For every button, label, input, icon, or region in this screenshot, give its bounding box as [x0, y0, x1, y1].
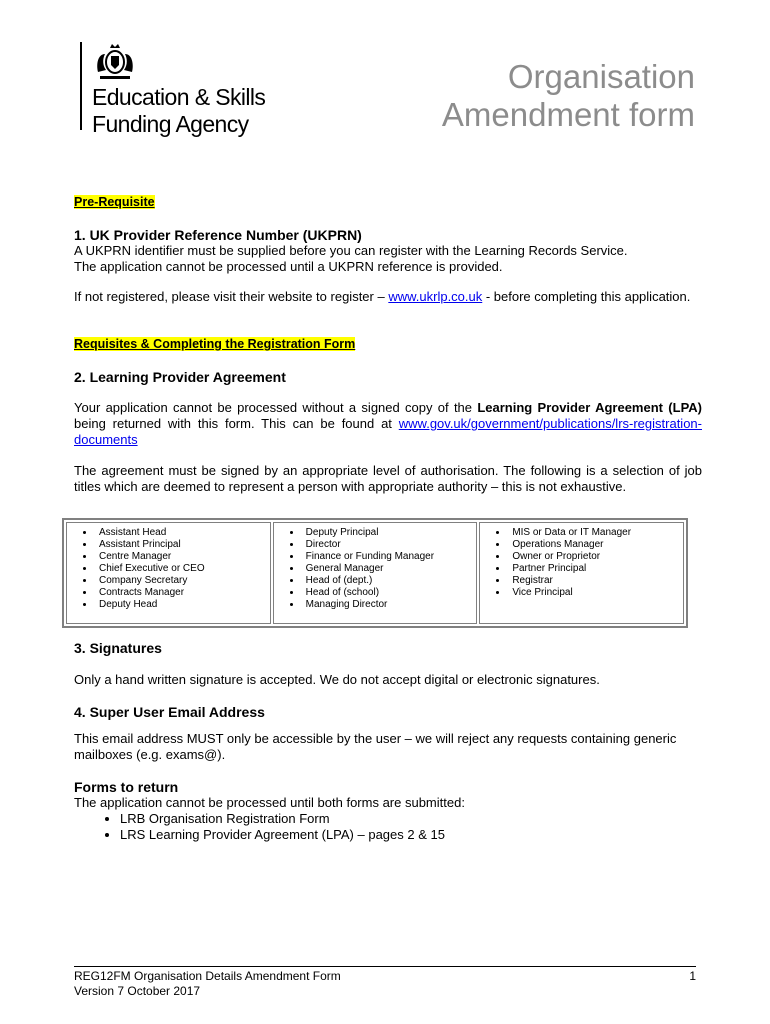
ukprn-register-before: If not registered, please visit their website to register –: [74, 289, 389, 304]
lpa-text-middle: being returned with this form. This can be found at: [74, 416, 399, 431]
list-item: • General Manager: [302, 563, 471, 575]
list-item: • Deputy Principal: [302, 527, 471, 539]
list-item: • Partner Principal: [508, 563, 677, 575]
prereq-label-row: [74, 194, 702, 210]
lpa-text-before: Your application cannot be processed without a signed copy of the: [74, 400, 478, 415]
ukrlp-link[interactable]: www.ukrlp.co.uk: [388, 289, 483, 304]
list-item: • MIS or Data or IT Manager: [508, 527, 677, 539]
email-heading: 4. Super User Email Address: [74, 704, 265, 720]
footer-version: Version 7 October 2017: [74, 984, 201, 998]
job-titles-list1: [73, 527, 264, 611]
list-item: • Vice Principal: [508, 587, 677, 599]
royal-coat-of-arms-icon: [92, 42, 138, 82]
agency-name-line1: Education & Skills: [92, 84, 266, 110]
email-text: This email address MUST only be accessible by the user – we will reject any requests containing generic mailboxes (e.g. exams@).: [74, 731, 677, 762]
logo-divider: [80, 42, 82, 130]
footer-form-ref: REG12FM Organisation Details Amendment Form: [74, 969, 341, 983]
list-item: • Director: [302, 539, 471, 551]
list-item: • Deputy Head: [95, 599, 264, 611]
forms-heading: Forms to return: [74, 779, 179, 795]
job-titles-col3: [479, 522, 684, 624]
list-item: • Assistant Principal: [95, 539, 264, 551]
requisites-label: Requisites & Completing the Registration Form: [74, 337, 356, 351]
ukprn-heading: 1. UK Provider Reference Number (UKPRN): [74, 227, 362, 243]
page-title-line2: Amendment form: [441, 96, 695, 133]
list-item: • Assistant Head: [95, 527, 264, 539]
ukprn-register-text: [74, 289, 702, 305]
ukprn-register-after: - before completing this application.: [482, 289, 691, 304]
job-titles-list2: [280, 527, 471, 611]
requisites-label-row: [74, 336, 702, 352]
job-titles-list3: [486, 527, 677, 599]
agency-logo: [80, 42, 310, 137]
list-item: • Managing Director: [302, 599, 471, 611]
forms-intro: The application cannot be processed until both forms are submitted:: [74, 795, 465, 810]
lpa-text-bold: Learning Provider Agreement (LPA): [477, 400, 702, 415]
signatures-heading: 3. Signatures: [74, 640, 162, 656]
lpa-text: [74, 400, 702, 448]
list-item: • LRB Organisation Registration Form: [120, 811, 702, 827]
list-item: • LRS Learning Provider Agreement (LPA) – pages 2 & 15: [120, 827, 702, 843]
list-item: • Registrar: [508, 575, 677, 587]
prereq-label: Pre-Requisite: [74, 195, 155, 209]
list-item: • Head of (dept.): [302, 575, 471, 587]
ukprn-text-line1: A UKPRN identifier must be supplied before you can register with the Learning Records Service.: [74, 243, 628, 258]
list-item: • Finance or Funding Manager: [302, 551, 471, 563]
job-titles-col1: [66, 522, 271, 624]
list-item: • Company Secretary: [95, 575, 264, 587]
list-item: • Centre Manager: [95, 551, 264, 563]
list-item: • Chief Executive or CEO: [95, 563, 264, 575]
list-item: • Head of (school): [302, 587, 471, 599]
lpa-heading: 2. Learning Provider Agreement: [74, 369, 286, 385]
agency-name-line2: Funding Agency: [92, 111, 249, 137]
authority-text: The agreement must be signed by an appropriate level of authorisation. The following is a selection of job titles which are deemed to represent a person with appropriate authority – this is not exhaustive.: [74, 463, 702, 494]
footer-divider: [74, 966, 696, 967]
footer: [74, 969, 696, 999]
page-number: 1: [689, 969, 696, 983]
lpa-documents-link[interactable]: www.gov.uk/government/publications/lrs-registration-documents: [74, 416, 702, 447]
forms-list: [74, 811, 702, 843]
agency-name: [92, 84, 265, 138]
job-titles-col2: [273, 522, 478, 624]
ukprn-text: [74, 243, 702, 275]
list-item: • Operations Manager: [508, 539, 677, 551]
page-title: [442, 58, 695, 134]
ukprn-text-line2: The application cannot be processed until a UKPRN reference is provided.: [74, 259, 503, 274]
list-item: • Owner or Proprietor: [508, 551, 677, 563]
forms-list-wrap: [74, 811, 702, 843]
list-item: • Contracts Manager: [95, 587, 264, 599]
job-titles-table: [62, 518, 688, 628]
signatures-text: Only a hand written signature is accepted. We do not accept digital or electronic signatures.: [74, 672, 600, 687]
page-title-line1: Organisation: [507, 58, 695, 95]
